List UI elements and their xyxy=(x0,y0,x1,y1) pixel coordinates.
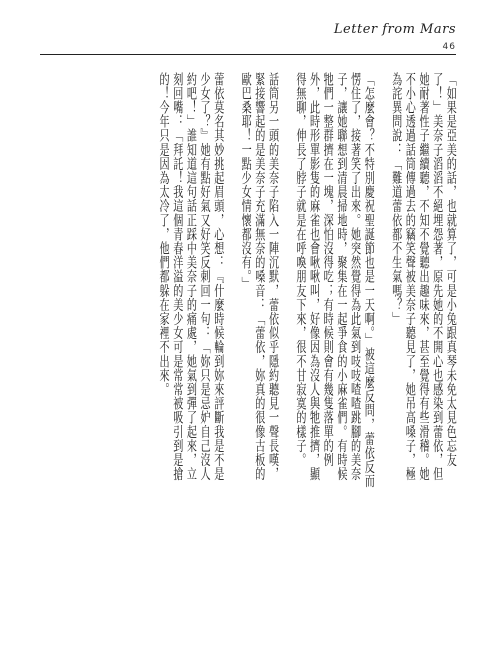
running-header-title: Letter from Mars xyxy=(333,22,456,37)
paragraph-gap xyxy=(376,72,390,488)
body-text xyxy=(40,72,458,488)
header-rule xyxy=(40,54,456,55)
paragraph-4: 蕾依莫名其妙挑起眉頭，心想：『什麼時候輪到妳來評斷我是不是少女了？』她有點好氣又好笑反刺回一句：「妳只是忌妒自己沒人約吧！」誰知道這句話正踩中美奈子的痛處，她氣到彈了起來，立刻回嘴：「拜託！我這個青春洋溢的美少女可是常常被吸引到是搶的！今年只是因為太冷了，他們都躲在家裡不出來。 xyxy=(158,72,225,481)
paragraph-3: 話筒另一頭的美奈子陷入一陣沉默，蕾依似乎隱約聽見一聲長嘆，緊接響起的是美奈子充滿無奈的嗓音：「蕾依，妳真的很像古板的歐巴桑耶！一點少女情懷都沒有。」 xyxy=(240,72,280,481)
paragraph-1: 「如果是亞美的話，也就算了，可是小兔跟真琴未免太見色忘友了！」美奈子滔滔不絕埋怨著，原先她的不開心也感染到蕾依，但她耐著性子繼續聽，不知不覺聽出趣味來，甚至覺得有些滑稽。她不小心透過話筒傳過去的竊笑聲被美奈子聽見了，她吊高嗓子，極為詫異問說：「難道蕾依都不生氣嗎？」 xyxy=(390,72,457,481)
paragraph-2: 「怎麼會？不特別慶祝聖誕節也是一天啊。」被這麼反問，蕾依反而愣住了，接著笑了出來。她突然覺得為此氣到吱吱喳喳跳腳的美奈子，讓她聯想到清晨掃地時，聚集在一起爭食的小麻雀們。有時候牠們一整群擠在一塊，深怕沒得吃；有時候則會有幾隻落單的例外，此時形單影隻的麻雀也會啾啾叫，好像因為沒人與牠推擠，顯得無聊，伸長了脖子就是在呼喚朋友下來，很不甘寂寞的樣子。 xyxy=(294,72,375,488)
paragraph-gap xyxy=(280,72,294,488)
page-number: 46 xyxy=(442,42,456,52)
paragraph-gap xyxy=(225,72,239,488)
